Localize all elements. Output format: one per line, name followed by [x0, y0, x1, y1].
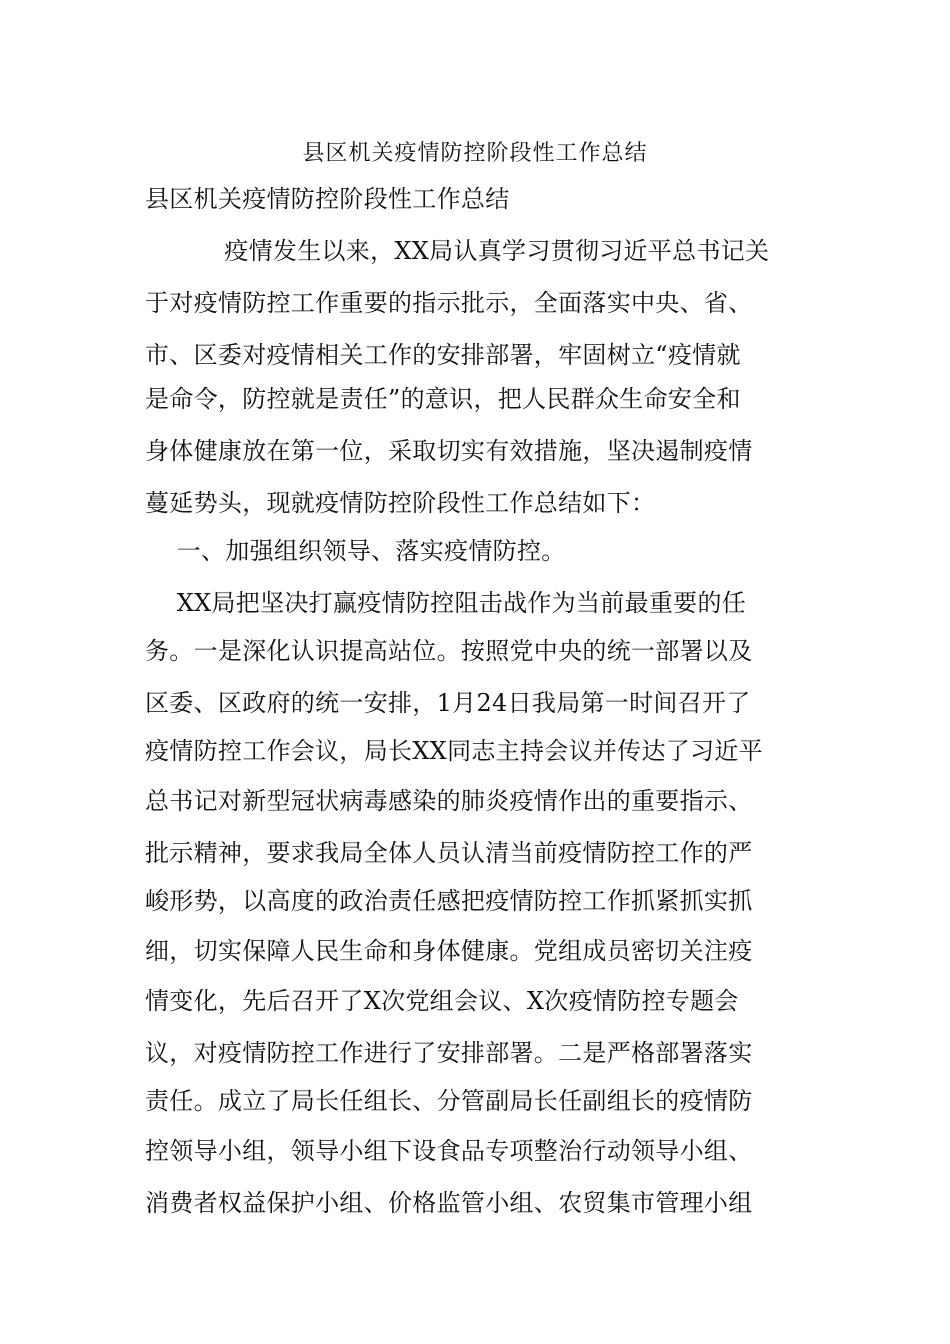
body-line: 议，对疫情防控工作进行了安排部署。二是严格部署落实: [145, 1039, 753, 1067]
body-line: 疫情发生以来，XX局认真学习贯彻习近平总书记关: [145, 237, 770, 265]
body-line: 区委、区政府的统一安排，1月24日我局第一时间召开了: [145, 689, 751, 717]
body-line: XX局把坚决打赢疫情防控阻击战作为当前最重要的任: [145, 589, 747, 617]
body-line: 细，切实保障人民生命和身体健康。党组成员密切关注疫: [145, 937, 753, 965]
body-line: 疫情防控工作会议，局长XX同志主持会议并传达了习近平: [145, 737, 763, 765]
body-line: 蔓延势头，现就疫情防控阶段性工作总结如下：: [145, 489, 656, 517]
body-line: 务。一是深化认识提高站位。按照党中央的统一部署以及: [145, 637, 753, 665]
body-line: 是命令，防控就是责任”的意识，把人民群众生命安全和: [145, 385, 741, 413]
body-line: 县区机关疫情防控阶段性工作总结: [145, 185, 510, 213]
body-line: 峻形势，以高度的政治责任感把疫情防控工作抓紧抓实抓: [145, 887, 753, 915]
body-line: 总书记对新型冠状病毒感染的肺炎疫情作出的重要指示、: [145, 787, 753, 815]
body-line: 责任。成立了局长任组长、分管副局长任副组长的疫情防: [145, 1087, 753, 1115]
body-line: 批示精神，要求我局全体人员认清当前疫情防控工作的严: [145, 839, 753, 867]
body-line: 控领导小组，领导小组下设食品专项整治行动领导小组、: [145, 1137, 753, 1165]
body-line: 情变化，先后召开了X次党组会议、X次疫情防控专题会: [145, 987, 739, 1015]
body-line: 身体健康放在第一位，采取切实有效措施，坚决遏制疫情: [145, 437, 753, 465]
section-heading: 一、加强组织领导、落实疫情防控。: [145, 537, 566, 565]
body-line: 消费者权益保护小组、价格监管小组、农贸集市管理小组: [145, 1189, 753, 1217]
body-line: 于对疫情防控工作重要的指示批示，全面落实中央、省、: [145, 289, 753, 317]
document-title: 县区机关疫情防控阶段性工作总结: [302, 141, 648, 166]
body-line: 市、区委对疫情相关工作的安排部署，牢固树立“疫情就: [145, 341, 741, 369]
